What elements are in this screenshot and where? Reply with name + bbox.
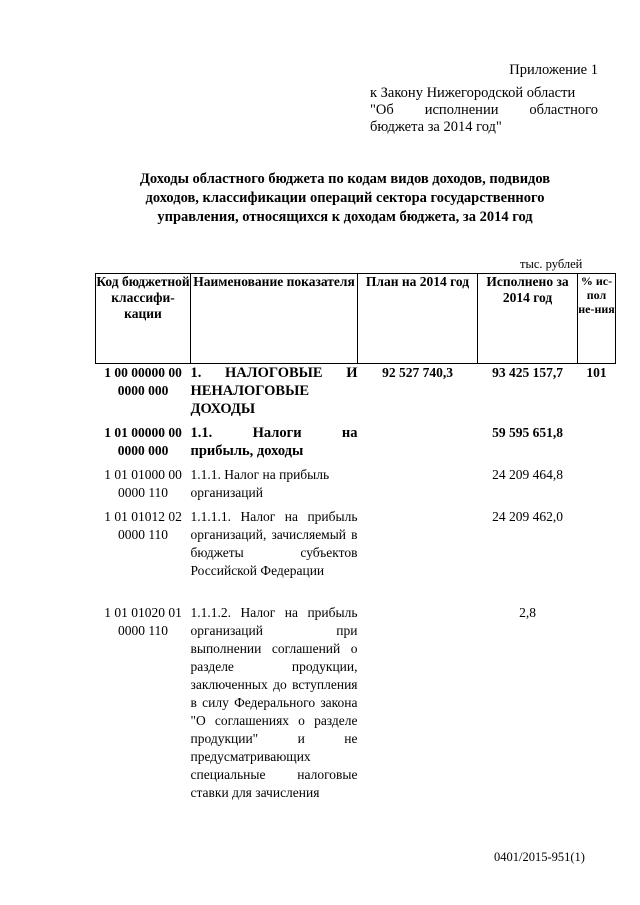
row-percent [578,604,616,840]
row-percent [578,466,616,508]
row-done: 24 209 462,0 [492,508,563,524]
row-code: 1 01 00000 00 0000 000 [104,424,182,458]
appendix-block [370,62,598,136]
row-code: 1 01 01000 00 0000 110 [104,466,182,500]
table-row [96,508,616,604]
row-name: 1.1.1.1. Налог на прибыль организаций, зачисляемый в бюджеты субъектов Российской Федерации [190,508,358,578]
table-header-row [96,274,616,364]
appendix-line-1: к Закону Нижегородской области [370,85,576,101]
row-percent: 101 [586,365,607,380]
page-title [110,170,580,227]
row-name-line1: 1. НАЛОГОВЫЕ И [190,365,358,381]
row-done: 24 209 464,8 [492,466,563,482]
header-name: Наименование показателя [191,274,358,364]
row-plan [358,604,478,840]
row-plan: 92 527 740,3 [382,365,453,380]
units-label: тыс. рублей [520,257,583,271]
row-name-rest: прибыль, доходы [190,442,304,459]
row-code: 1 01 01012 02 0000 110 [104,508,182,542]
row-name [191,424,358,466]
row-code: 1 01 01020 01 0000 110 [104,604,182,638]
title-line-1: Доходы областного бюджета по кодам видов доходов, подвидов [139,171,551,187]
header-percent: % ис-пол не-ния [578,274,616,364]
row-done: 59 595 651,8 [492,424,563,440]
table-row [96,604,616,840]
table-row [96,466,616,508]
appendix-line-2: "Об исполнении областного [370,102,598,118]
header-done: Исполнено за 2014 год [478,274,578,364]
header-plan: План на 2014 год [358,274,478,364]
title-line-3: управления, относящихся к доходам бюджета, за 2014 год [157,209,533,225]
table-row [96,424,616,466]
row-percent [578,424,616,466]
title-line-2: доходов, классификации операций сектора государственного [145,190,545,206]
header-code: Код бюджетной классифи-кации [96,274,191,364]
appendix-line-3: бюджета за 2014 год" [370,119,502,135]
appendix-title: Приложение 1 [509,62,598,78]
row-name-rest: НЕНАЛОГОВЫЕ ДОХОДЫ [190,383,310,417]
revenue-table [95,273,616,840]
row-plan [358,508,478,604]
table-row [96,364,616,424]
row-name-line1: 1.1. Налоги на [190,424,358,441]
row-done: 93 425 157,7 [492,365,563,380]
row-code: 1 00 00000 00 0000 000 [104,365,182,398]
document-code: 0401/2015-951(1) [494,850,585,864]
row-name [191,364,358,424]
row-percent [578,508,616,604]
row-plan [358,424,478,466]
row-name: 1.1.1.2. Налог на прибыль организаций при выполнении соглашений о разделе продукции, заключенных до вступления в силу Федерального закона "О соглашениях о разделе продукции" и не предусматривающих специальные налоговые ставки для зачисления [190,604,358,800]
row-done: 2,8 [519,604,536,620]
row-plan [358,466,478,508]
row-name: 1.1.1. Налог на прибыль организаций [190,466,330,500]
